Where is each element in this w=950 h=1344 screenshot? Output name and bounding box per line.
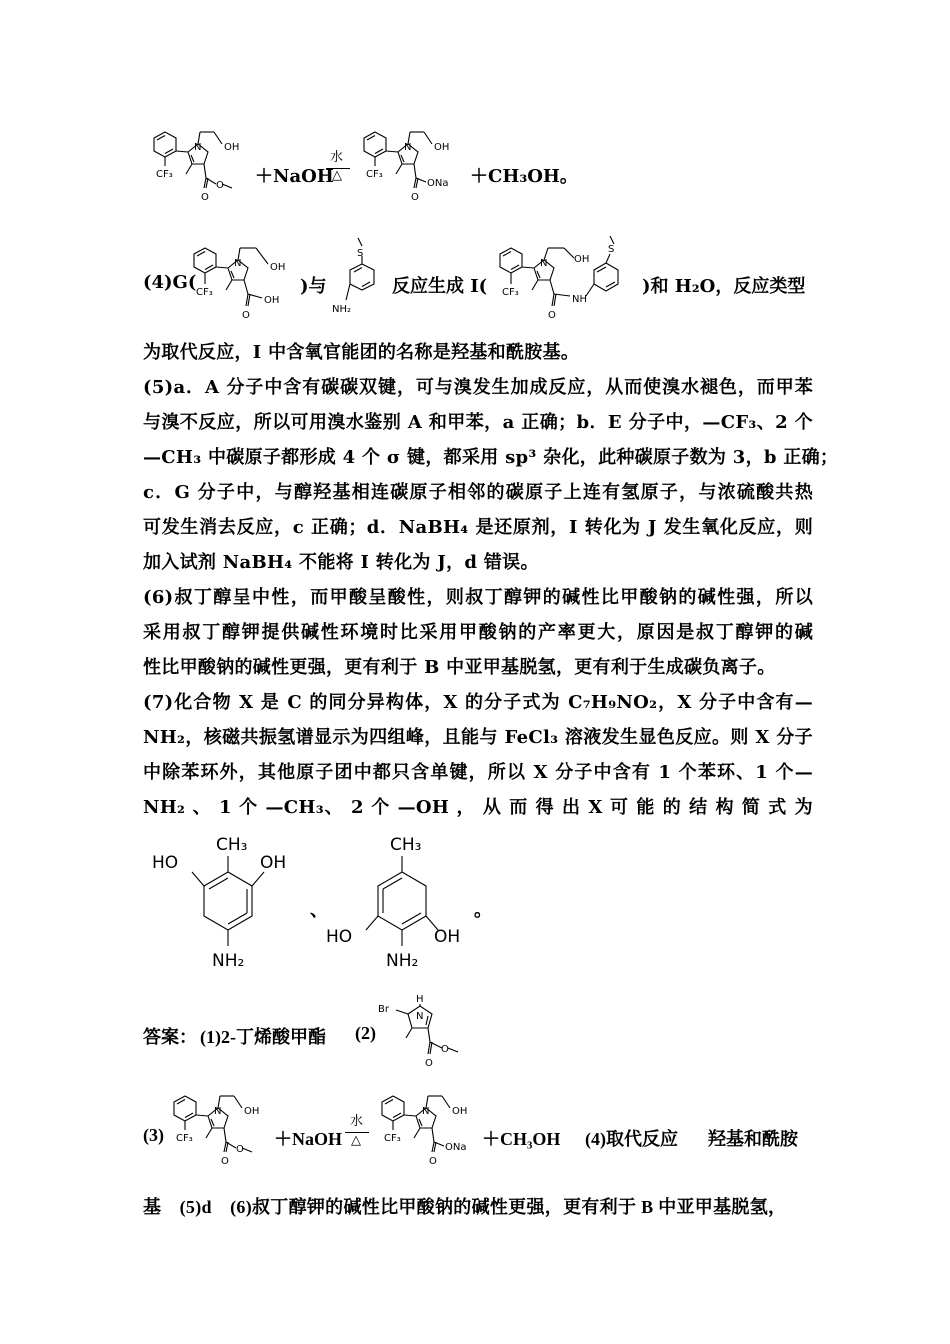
oh-label: OH xyxy=(574,254,590,265)
p5-line2: 与溴不反应，所以可用溴水鉴别 A 和甲苯，a 正确；b．E 分子中，—CF₃、2 个 xyxy=(143,412,813,433)
p6-line2: 采用叔丁醇钾提供碱性环境时比采用甲酸钠的产率更大，原因是叔丁醇钾的碱 xyxy=(143,622,813,643)
naoh-reagent: ＋NaOH xyxy=(255,166,334,187)
p5-line3: —CH₃ 中碳原子都形成 4 个 σ 键，都采用 sp³ 杂化，此种碳原子数为 3，b 正确； xyxy=(143,447,839,468)
p5-line5: 可发生消去反应，c 正确；d．NaBH₄ 是还原剂，I 转化为 J 发生氧化反应，则 xyxy=(143,517,813,538)
o-label: O xyxy=(411,192,419,203)
cf3-label: CF₃ xyxy=(366,169,383,180)
n-label: N xyxy=(214,1106,222,1117)
p6-line1: (6)叔丁醇呈中性，而甲酸呈酸性，则叔丁醇钾的碱性比甲酸钠的碱性强，所以 xyxy=(143,587,813,608)
oh-label: OH xyxy=(434,927,461,947)
ho-label: HO xyxy=(326,927,353,947)
nh2-label: NH₂ xyxy=(332,304,352,315)
cf3-label: CF₃ xyxy=(384,1133,401,1144)
answer-4-groups: 羟基和酰胺 xyxy=(708,1129,798,1149)
q4-start: (4)G( xyxy=(143,272,197,293)
nh2-label: NH₂ xyxy=(386,951,419,971)
sodium-salt-product-structure xyxy=(350,122,480,204)
isomer-1-structure xyxy=(148,828,308,976)
ho-label: HO xyxy=(152,853,179,873)
o-label: O xyxy=(441,1044,449,1055)
n-label: N xyxy=(416,1011,424,1022)
n-label: N xyxy=(422,1106,430,1117)
h-label: H xyxy=(416,994,424,1005)
answer-salt-structure xyxy=(368,1086,488,1168)
compound-i-structure xyxy=(486,232,646,324)
answer-condition-heat: △ xyxy=(351,1132,361,1147)
o-label: O xyxy=(425,1058,433,1069)
o-label: O xyxy=(236,1144,244,1155)
ona-label: ONa xyxy=(445,1142,467,1153)
s-label: S xyxy=(357,248,364,259)
cf3-label: CF₃ xyxy=(176,1133,193,1144)
answer-condition-water: 水 xyxy=(350,1113,364,1128)
cf3-label: CF₃ xyxy=(156,169,173,180)
ch3-label: CH₃ xyxy=(390,835,422,855)
ester-reactant-structure xyxy=(140,122,260,204)
compound-g-structure xyxy=(180,236,305,322)
n-label: N xyxy=(404,142,412,153)
q4-with: )与 xyxy=(300,276,327,297)
methanol-product: ＋CH₃OH。 xyxy=(470,166,578,187)
condition-heat: △ xyxy=(332,168,342,183)
n-label: N xyxy=(540,258,548,269)
p6-line3: 性比甲酸钠的碱性更强，更有利于 B 中亚甲基脱氢，更有利于生成碳负离子。 xyxy=(143,657,776,678)
oh-label: OH xyxy=(224,142,240,153)
n-label: N xyxy=(234,258,242,269)
answer-methanol: ＋CH₃OH xyxy=(482,1129,561,1149)
o-label: O xyxy=(221,1156,229,1167)
p7-line2: NH₂，核磁共振氢谱显示为四组峰，且能与 FeCl₃ 溶液发生显色反应。则 X 分子 xyxy=(143,727,813,748)
oh-label: OH xyxy=(434,142,450,153)
answer-3: (3) xyxy=(143,1125,164,1145)
o-label: O xyxy=(242,310,250,321)
oh-label: OH xyxy=(244,1106,260,1117)
q4-reacts: 反应生成 I( xyxy=(392,276,488,297)
answer-ester-structure xyxy=(160,1086,280,1168)
cf3-label: CF₃ xyxy=(502,287,519,298)
answer-1: (1)2-丁烯酸甲酯 xyxy=(200,1027,326,1047)
oh-label: OH xyxy=(260,853,287,873)
isomer-end: 。 xyxy=(474,900,492,921)
ch3-label: CH₃ xyxy=(216,835,248,855)
compound-c-structure xyxy=(376,990,466,1070)
p5-line6: 加入试剂 NaBH₄ 不能将 I 转化为 J，d 错误。 xyxy=(143,552,539,573)
cf3-label: CF₃ xyxy=(196,287,213,298)
isomer-2-structure xyxy=(322,828,482,976)
q4-end: )和 H₂O，反应类型 xyxy=(642,276,806,297)
p5-line4: c．G 分子中，与醇羟基相连碳原子相邻的碳原子上连有氢原子，与浓硫酸共热 xyxy=(143,482,813,503)
ona-label: ONa xyxy=(427,178,449,189)
o-label: O xyxy=(216,180,224,191)
q4-line2: 为取代反应，I 中含氧官能团的名称是羟基和酰胺基。 xyxy=(143,342,580,363)
answer-naoh: ＋NaOH xyxy=(274,1129,343,1149)
nh2-label: NH₂ xyxy=(212,951,245,971)
br-label: Br xyxy=(378,1004,389,1015)
answer-2: (2) xyxy=(355,1023,376,1043)
oh-label: OH xyxy=(270,262,286,273)
isomer-separator: 、 xyxy=(310,900,328,921)
o-label: O xyxy=(548,310,556,321)
thioanisidine-structure xyxy=(328,236,398,322)
n-label: N xyxy=(194,142,202,153)
p7-line4: NH₂ 、 1 个 —CH₃、 2 个 —OH ， 从 而 得 出 X 可 能 的 结 构 简 式 为 xyxy=(143,797,813,818)
o-label: O xyxy=(429,1156,437,1167)
p7-line3: 中除苯环外，其他原子团中都只含单键，所以 X 分子中含有 1 个苯环、1 个— xyxy=(143,762,813,783)
answer-label: 答案： xyxy=(143,1027,197,1047)
condition-water: 水 xyxy=(330,150,344,165)
answer-last-line: 基 (5)d (6)叔丁醇钾的碱性比甲酸钠的碱性更强，更有利于 B 中亚甲基脱氢， xyxy=(143,1197,787,1217)
acid-oh-label: OH xyxy=(264,295,280,306)
oh-label: OH xyxy=(452,1106,468,1117)
o-label: O xyxy=(201,192,209,203)
p7-line1: (7)化合物 X 是 C 的同分异构体，X 的分子式为 C₇H₉NO₂，X 分子中含有— xyxy=(143,692,813,713)
answer-4: (4)取代反应 xyxy=(585,1129,678,1149)
nh-label: NH xyxy=(572,294,587,305)
s-label: S xyxy=(608,244,615,255)
p5-line1: (5)a．A 分子中含有碳碳双键，可与溴发生加成反应，从而使溴水褪色，而甲苯 xyxy=(143,377,813,398)
